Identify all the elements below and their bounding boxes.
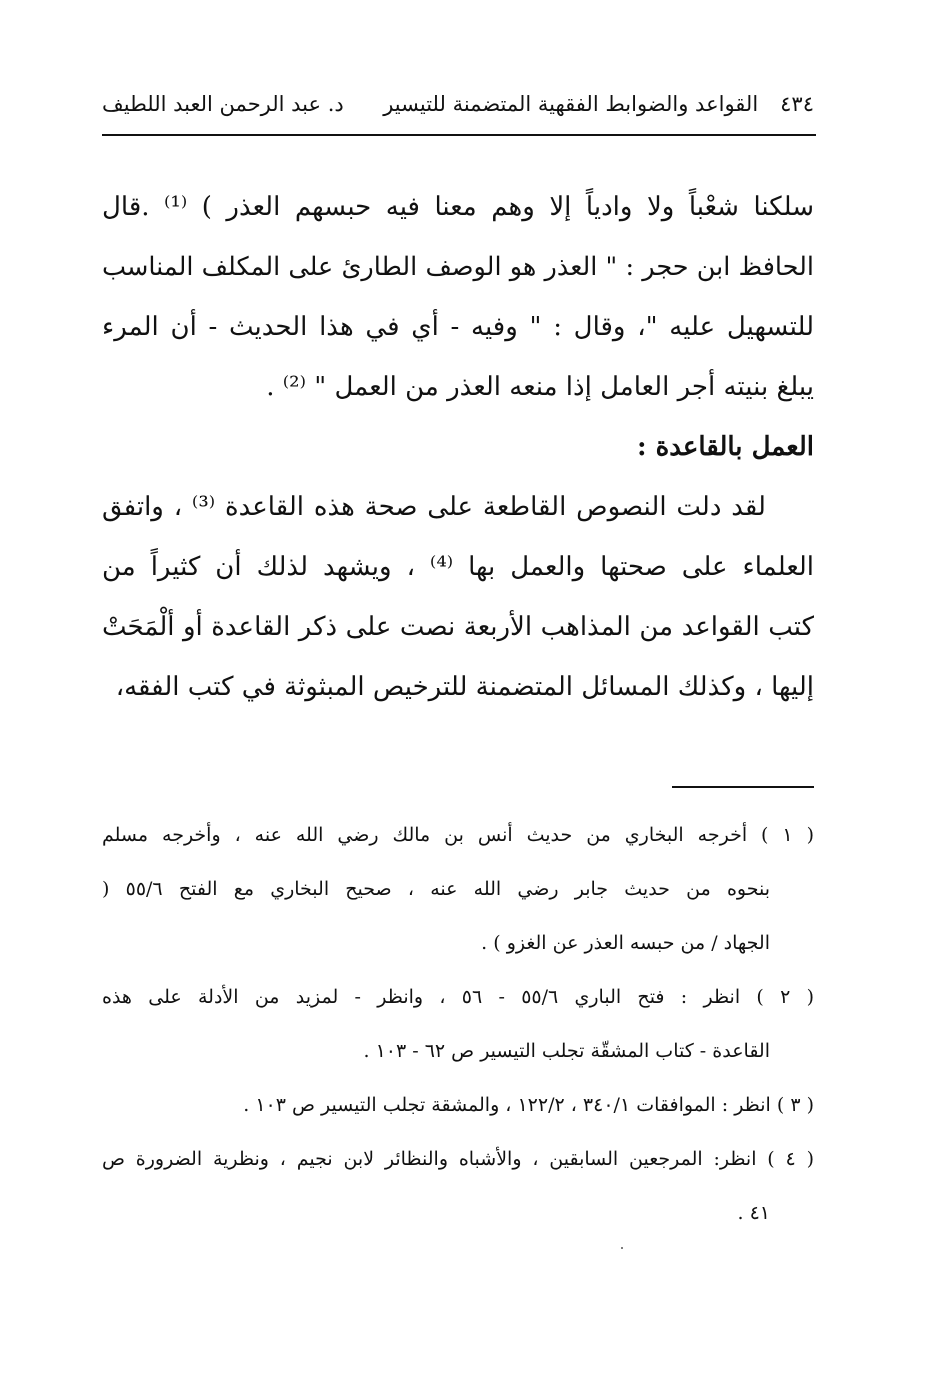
body-line: كتب القواعد من المذاهب الأربعة نصت على ذكر القاعدة أو ألْمَحَتْ bbox=[102, 612, 814, 642]
author-name: د. عبد الرحمن العبد اللطيف bbox=[102, 92, 344, 116]
body-line: الحافظ ابن حجر : " العذر هو الوصف الطارئ على المكلف المناسب bbox=[102, 252, 814, 282]
scan-speck bbox=[621, 1247, 623, 1249]
footnote-line: ( ١ ) أخرجه البخاري من حديث أنس بن مالك رضي الله عنه ، وأخرجه مسلم bbox=[102, 824, 815, 846]
header-right bbox=[361, 92, 814, 116]
footnote-line: ٤١ . bbox=[737, 1202, 770, 1224]
page-number: ٤٣٤ bbox=[780, 92, 814, 116]
footnote-line: ( ٢ ) انظر : فتح الباري ٥٥/٦ - ٥٦ ، وانظر - لمزيد من الأدلة على هذه bbox=[102, 986, 815, 1008]
section-heading: العمل بالقاعدة : bbox=[636, 432, 814, 462]
footnote-line: بنحوه من حديث جابر رضي الله عنه ، صحيح البخاري مع الفتح ٥٥/٦ ( bbox=[102, 878, 770, 900]
footnotes bbox=[102, 808, 814, 1240]
footnote-line: القاعدة - كتاب المشقّة تجلب التيسير ص ٦٢ - ١٠٣ . bbox=[363, 1040, 770, 1062]
body-line: العلماء على صحتها والعمل بها ⁽⁴⁾ ، ويشهد لذلك أن كثيراً من bbox=[102, 552, 815, 582]
body-line: يبلغ بنيته أجر العامل إذا منعه العذر من العمل " ⁽²⁾ . bbox=[266, 372, 814, 402]
body-line: إليها ، وكذلك المسائل المتضمنة للترخيص المبثوثة في كتب الفقه، bbox=[115, 672, 814, 702]
body-text bbox=[102, 177, 814, 717]
footnote-line: الجهاد / من حبسه العذر عن الغزو ) . bbox=[481, 932, 770, 954]
running-header bbox=[102, 84, 814, 124]
body-line: سلكنا شعْباً ولا وادياً إلا وهم معنا فيه حبسهم العذر ) ⁽¹⁾ .قال bbox=[102, 192, 815, 222]
book-title: القواعد والضوابط الفقهية المتضمنة للتيسير bbox=[383, 92, 759, 116]
body-line: لقد دلت النصوص القاطعة على صحة هذه القاعدة ⁽³⁾ ، واتفق bbox=[102, 492, 766, 522]
footnote-divider bbox=[672, 786, 814, 788]
header-divider bbox=[102, 134, 816, 136]
body-line: للتسهيل عليه "، وقال : " وفيه - أي في هذا الحديث - أن المرء bbox=[102, 312, 814, 342]
footnote-line: ( ٣ ) انظر : الموافقات ٣٤٠/١ ، ١٢٢/٢ ، والمشقة تجلب التيسير ص ١٠٣ . bbox=[243, 1094, 814, 1116]
footnote-line: ( ٤ ) انظر: المرجعين السابقين ، والأشباه والنظائر لابن نجيم ، ونظرية الضرورة ص bbox=[102, 1148, 814, 1170]
